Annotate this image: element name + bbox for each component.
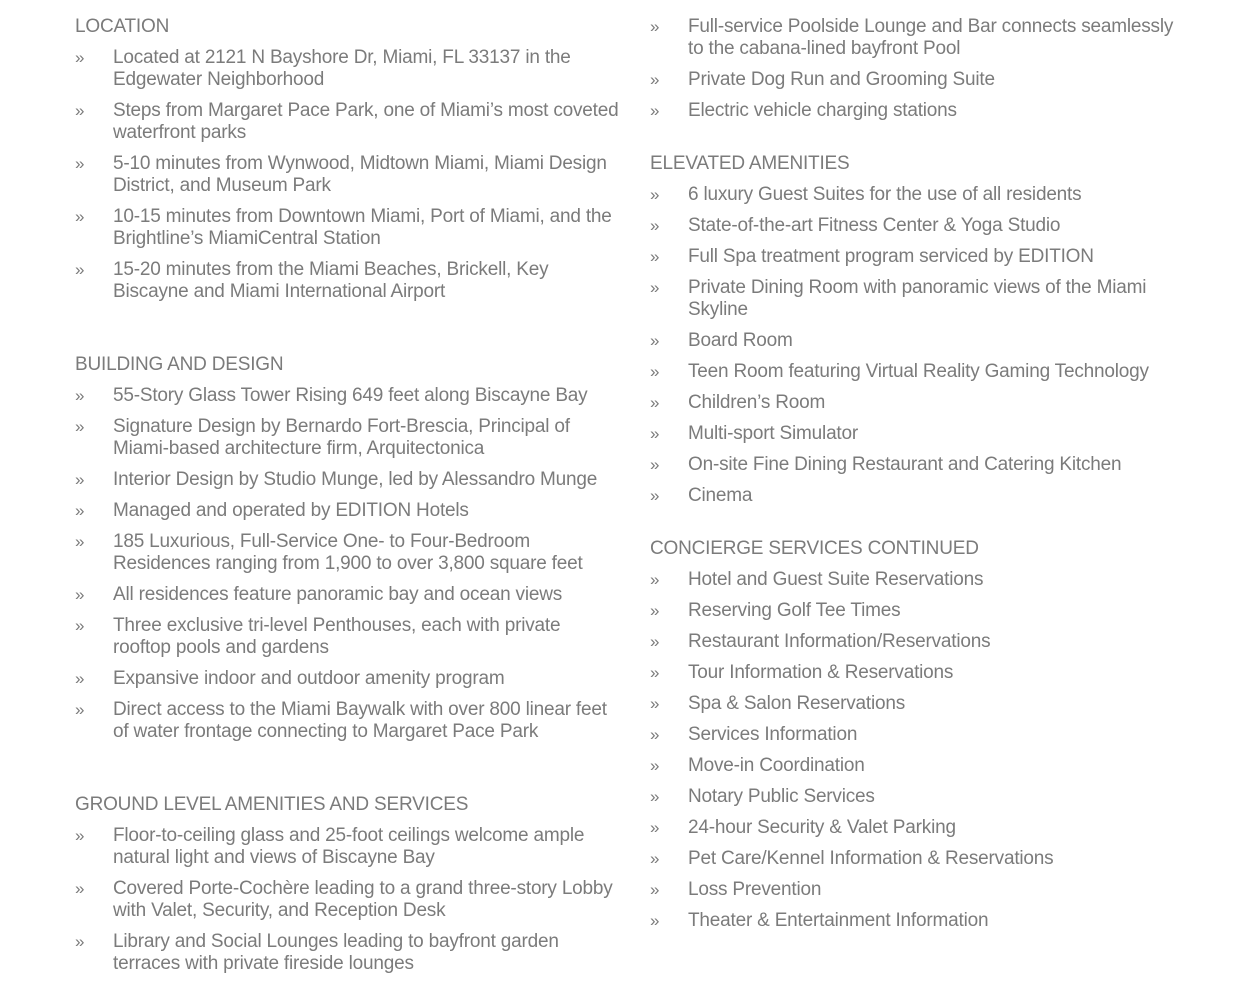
bullet-icon: » <box>650 880 660 899</box>
list-item: » Full Spa treatment program serviced by EDITION <box>650 246 1094 267</box>
list-item: » Services Information <box>650 724 858 745</box>
location-section <box>75 16 620 303</box>
bullet-icon: » <box>650 818 660 837</box>
elevated-list <box>650 184 1190 507</box>
bullet-icon: » <box>650 247 660 266</box>
list-item: » Multi-sport Simulator <box>650 423 859 444</box>
list-item: » Located at 2121 N Bayshore Dr, Miami, FL 33137 in the Edgewater Neighborhood <box>75 47 571 90</box>
bullet-icon: » <box>650 17 660 36</box>
list-item: » 185 Luxurious, Full-Service One- to Four-Bedroom Residences ranging from 1,900 to over 3,800 square feet <box>75 531 583 574</box>
bullet-icon: » <box>650 455 660 474</box>
bullet-icon: » <box>650 362 660 381</box>
list-item: » Covered Porte-Cochère leading to a grand three-story Lobby with Valet, Security, and Reception Desk <box>75 878 613 921</box>
bullet-icon: » <box>650 101 660 120</box>
ground-section <box>75 794 620 975</box>
bullet-icon: » <box>75 879 85 898</box>
elevated-heading: ELEVATED AMENITIES <box>650 153 850 174</box>
list-item: » Hotel and Guest Suite Reservations <box>650 569 984 590</box>
list-item: » Direct access to the Miami Baywalk with over 800 linear feet of water frontage connecting to Margaret Pace Park <box>75 699 607 742</box>
bullet-icon: » <box>75 386 85 405</box>
list-item: » Tour Information & Reservations <box>650 662 954 683</box>
building-list <box>75 385 620 743</box>
left-column <box>75 16 620 984</box>
location-list <box>75 47 620 303</box>
list-item: » Board Room <box>650 330 793 351</box>
list-item: » Pet Care/Kennel Information & Reservations <box>650 848 1054 869</box>
list-item: » Electric vehicle charging stations <box>650 100 957 121</box>
right-column <box>650 16 1190 941</box>
ground-continued-section <box>650 16 1190 122</box>
list-item: » Spa & Salon Reservations <box>650 693 905 714</box>
bullet-icon: » <box>650 216 660 235</box>
list-item: » State-of-the-art Fitness Center & Yoga Studio <box>650 215 1061 236</box>
list-item: » 6 luxury Guest Suites for the use of all residents <box>650 184 1082 205</box>
list-item: » Steps from Margaret Pace Park, one of Miami’s most coveted waterfront parks <box>75 100 619 143</box>
list-item: » 5-10 minutes from Wynwood, Midtown Miami, Miami Design District, and Museum Park <box>75 153 607 196</box>
list-item: » Library and Social Lounges leading to bayfront garden terraces with private fireside lounges <box>75 931 559 974</box>
bullet-icon: » <box>75 585 85 604</box>
bullet-icon: » <box>75 932 85 951</box>
bullet-icon: » <box>650 756 660 775</box>
bullet-icon: » <box>75 417 85 436</box>
list-item: » Private Dog Run and Grooming Suite <box>650 69 995 90</box>
bullet-icon: » <box>75 470 85 489</box>
ground-list <box>75 825 620 975</box>
bullet-icon: » <box>75 207 85 226</box>
list-item: » All residences feature panoramic bay and ocean views <box>75 584 563 605</box>
list-item: » Private Dining Room with panoramic views of the Miami Skyline <box>650 277 1147 320</box>
bullet-icon: » <box>650 278 660 297</box>
bullet-icon: » <box>75 616 85 635</box>
list-item: » Move-in Coordination <box>650 755 865 776</box>
list-item: » Floor-to-ceiling glass and 25-foot ceilings welcome ample natural light and views of Biscayne Bay <box>75 825 585 868</box>
list-item: » Theater & Entertainment Information <box>650 910 989 931</box>
list-item: » Teen Room featuring Virtual Reality Gaming Technology <box>650 361 1149 382</box>
bullet-icon: » <box>650 663 660 682</box>
bullet-icon: » <box>75 826 85 845</box>
bullet-icon: » <box>75 48 85 67</box>
bullet-icon: » <box>650 787 660 806</box>
list-item: » Notary Public Services <box>650 786 875 807</box>
bullet-icon: » <box>75 101 85 120</box>
list-item: » On-site Fine Dining Restaurant and Catering Kitchen <box>650 454 1122 475</box>
bullet-icon: » <box>650 185 660 204</box>
list-item: » 55-Story Glass Tower Rising 649 feet along Biscayne Bay <box>75 385 588 406</box>
bullet-icon: » <box>650 632 660 651</box>
bullet-icon: » <box>650 331 660 350</box>
concierge-heading: CONCIERGE SERVICES CONTINUED <box>650 538 979 559</box>
list-item: » 15-20 minutes from the Miami Beaches, Brickell, Key Biscayne and Miami International Airport <box>75 259 549 302</box>
list-item: » Reserving Golf Tee Times <box>650 600 901 621</box>
bullet-icon: » <box>650 486 660 505</box>
concierge-section <box>650 538 1190 932</box>
building-section <box>75 354 620 743</box>
elevated-section <box>650 153 1190 507</box>
list-item: » 10-15 minutes from Downtown Miami, Port of Miami, and the Brightline’s MiamiCentral Station <box>75 206 612 249</box>
concierge-list <box>650 569 1190 932</box>
bullet-icon: » <box>650 694 660 713</box>
list-item: » Loss Prevention <box>650 879 822 900</box>
bullet-icon: » <box>650 911 660 930</box>
location-heading: LOCATION <box>75 16 170 37</box>
ground-continued-list <box>650 16 1190 122</box>
list-item: » 24-hour Security & Valet Parking <box>650 817 956 838</box>
ground-heading: GROUND LEVEL AMENITIES AND SERVICES <box>75 794 469 815</box>
list-item: » Three exclusive tri-level Penthouses, each with private rooftop pools and gardens <box>75 615 561 658</box>
bullet-icon: » <box>75 260 85 279</box>
list-item: » Restaurant Information/Reservations <box>650 631 991 652</box>
list-item: » Interior Design by Studio Munge, led by Alessandro Munge <box>75 469 598 490</box>
bullet-icon: » <box>650 70 660 89</box>
bullet-icon: » <box>650 849 660 868</box>
bullet-icon: » <box>650 725 660 744</box>
list-item: » Full-service Poolside Lounge and Bar connects seamlessly to the cabana-lined bayfront Pool <box>650 16 1174 59</box>
bullet-icon: » <box>75 154 85 173</box>
list-item: » Expansive indoor and outdoor amenity program <box>75 668 505 689</box>
list-item: » Cinema <box>650 485 753 506</box>
bullet-icon: » <box>650 424 660 443</box>
building-heading: BUILDING AND DESIGN <box>75 354 284 375</box>
bullet-icon: » <box>75 669 85 688</box>
bullet-icon: » <box>650 570 660 589</box>
list-item: » Managed and operated by EDITION Hotels <box>75 500 469 521</box>
list-item: » Children’s Room <box>650 392 826 413</box>
bullet-icon: » <box>650 393 660 412</box>
bullet-icon: » <box>75 501 85 520</box>
bullet-icon: » <box>75 532 85 551</box>
bullet-icon: » <box>650 601 660 620</box>
bullet-icon: » <box>75 700 85 719</box>
list-item: » Signature Design by Bernardo Fort-Brescia, Principal of Miami-based architecture firm, Arquitectonica <box>75 416 570 459</box>
